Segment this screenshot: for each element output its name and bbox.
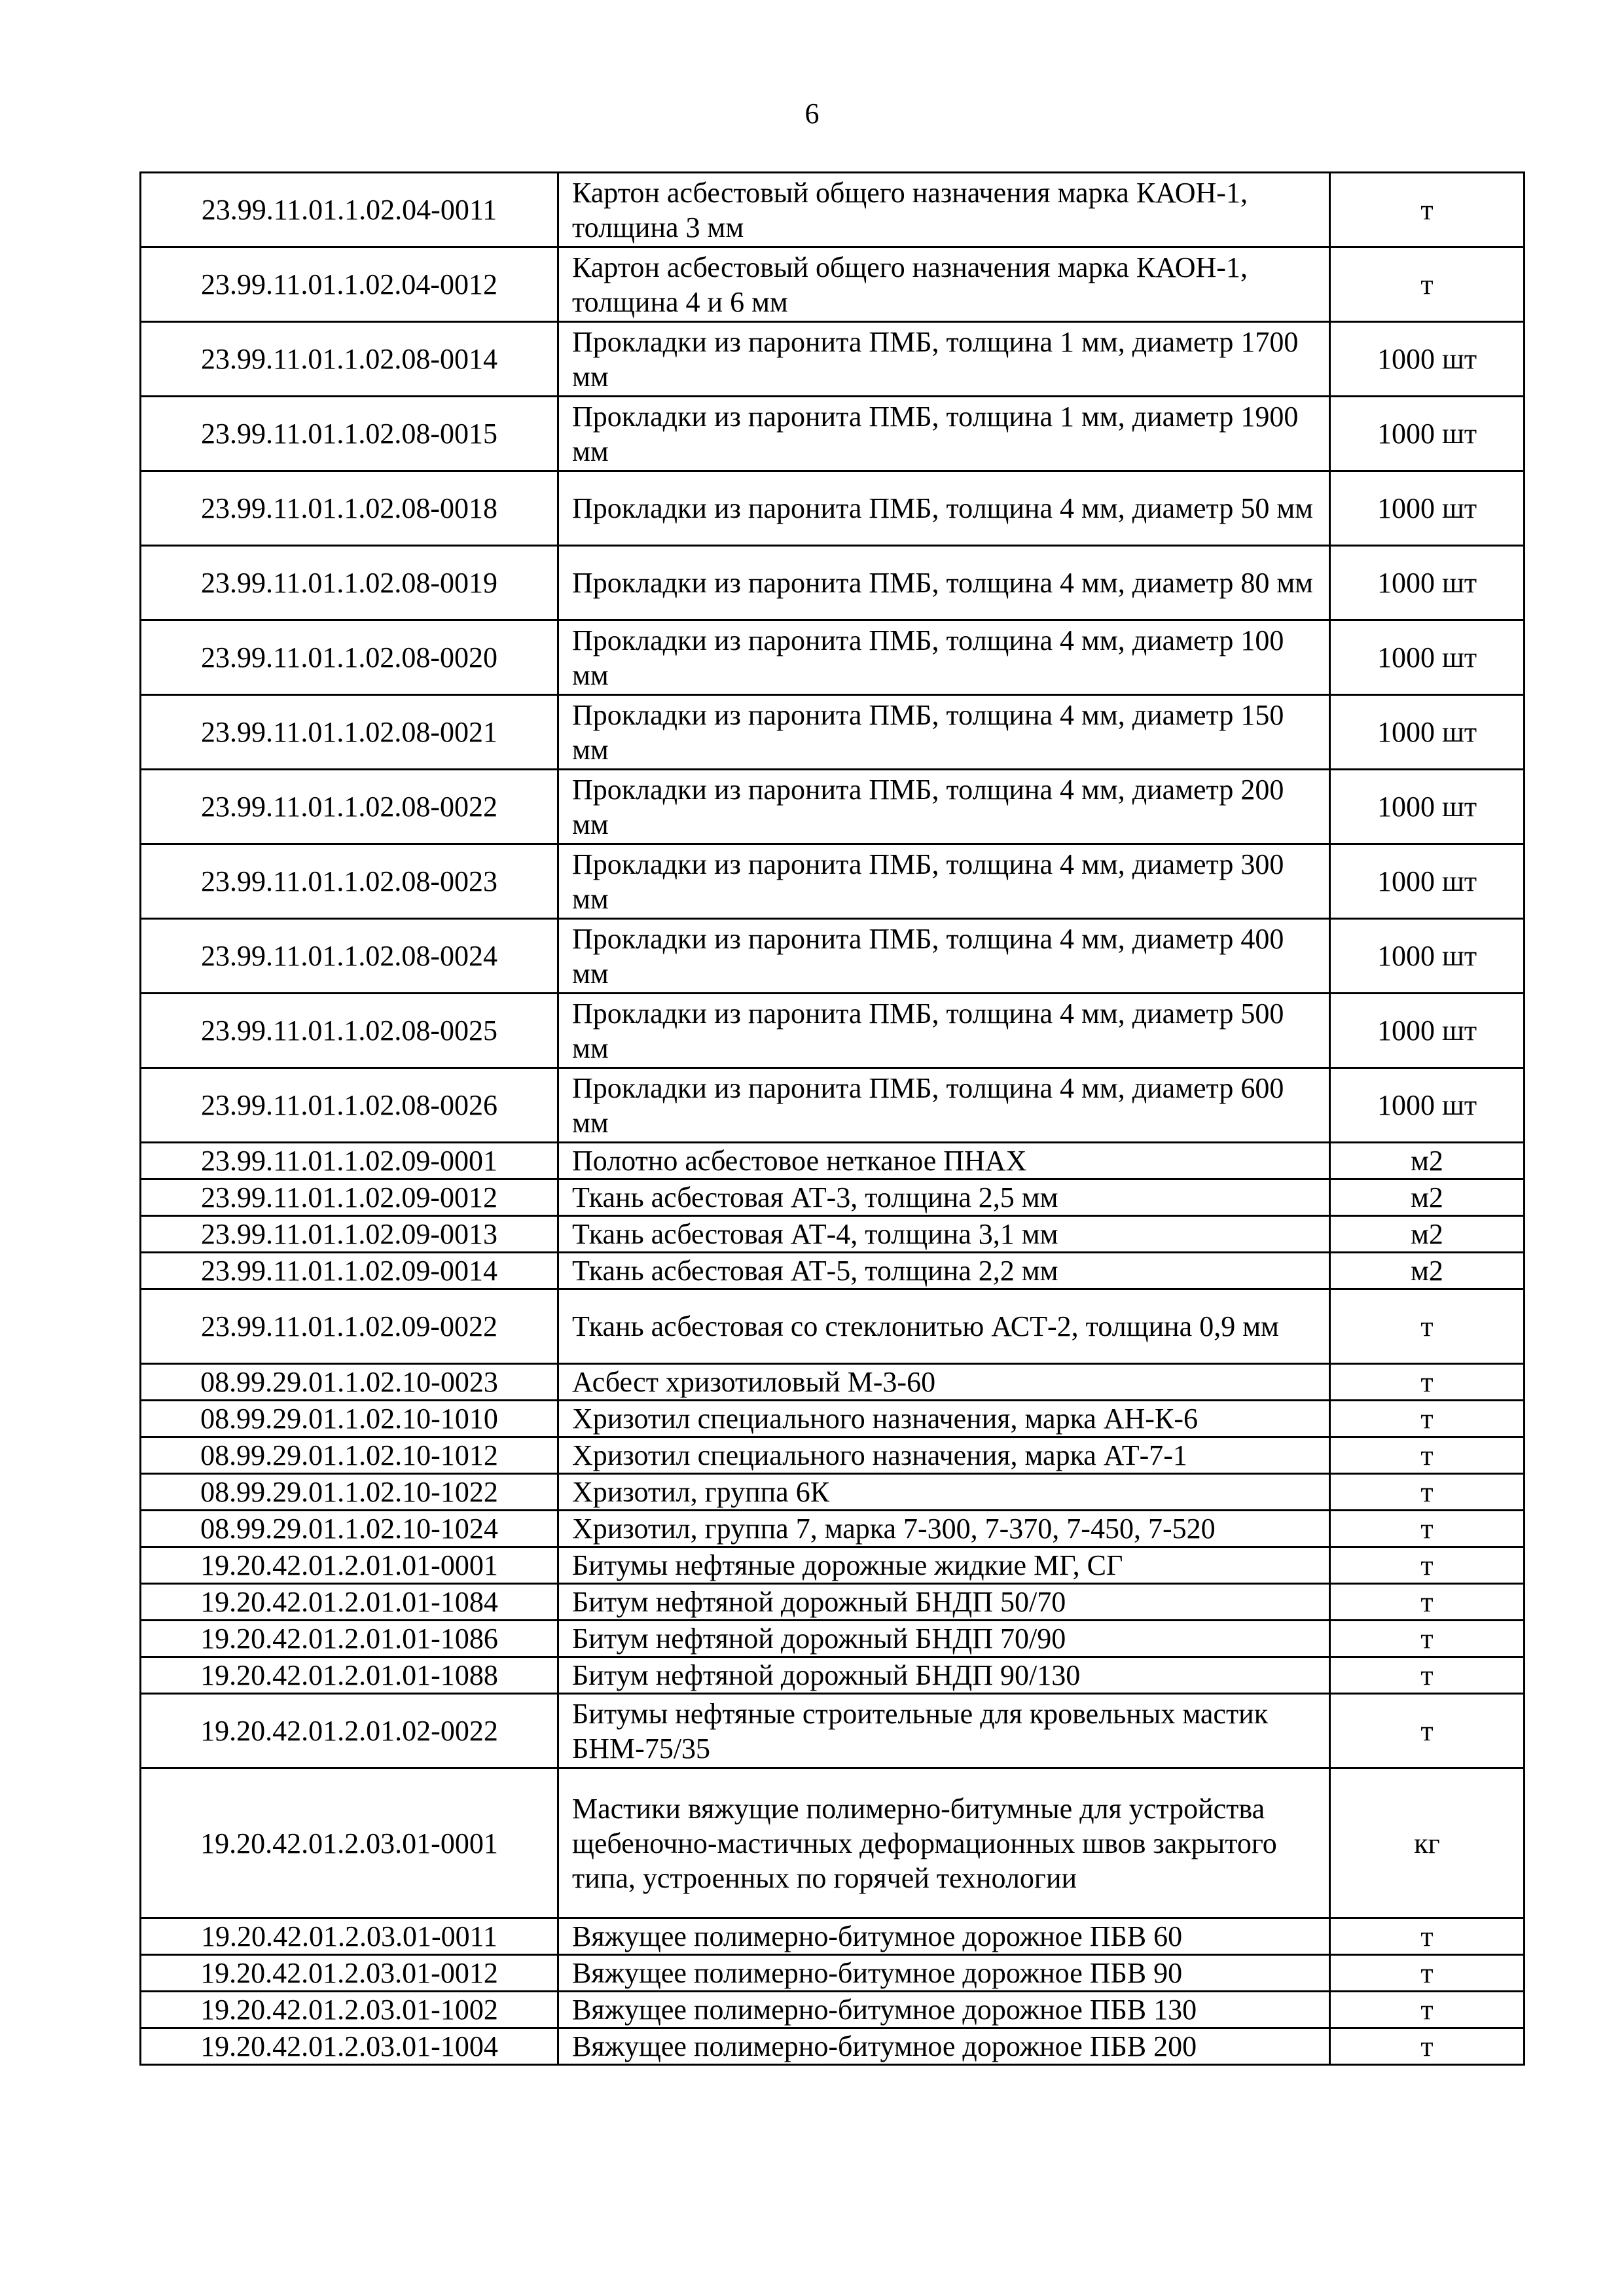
table-row bbox=[141, 1918, 1525, 1955]
material-name-cell: Прокладки из паронита ПМБ, толщина 4 мм, диаметр 400 мм bbox=[558, 919, 1330, 994]
material-code-cell: 19.20.42.01.2.01.02-0022 bbox=[141, 1694, 558, 1768]
table-row bbox=[141, 695, 1525, 770]
table-row bbox=[141, 2028, 1525, 2065]
material-code-cell: 19.20.42.01.2.03.01-0001 bbox=[141, 1768, 558, 1918]
material-name-cell: Полотно асбестовое нетканое ПНАХ bbox=[558, 1143, 1330, 1179]
table-row bbox=[141, 1474, 1525, 1511]
unit-cell: т bbox=[1330, 1474, 1525, 1511]
table-row bbox=[141, 173, 1525, 247]
table-row bbox=[141, 247, 1525, 322]
table-row bbox=[141, 1621, 1525, 1657]
material-code-cell: 08.99.29.01.1.02.10-1022 bbox=[141, 1474, 558, 1511]
material-code-cell: 19.20.42.01.2.01.01-1088 bbox=[141, 1657, 558, 1694]
material-name-cell: Мастики вяжущие полимерно-битумные для устройства щебеночно-мастичных деформационных швов закрытого типа, устроенных по горячей технологии bbox=[558, 1768, 1330, 1918]
material-name-cell: Прокладки из паронита ПМБ, толщина 1 мм, диаметр 1900 мм bbox=[558, 397, 1330, 471]
table-row bbox=[141, 1143, 1525, 1179]
material-code-cell: 19.20.42.01.2.03.01-1002 bbox=[141, 1992, 558, 2028]
material-code-cell: 23.99.11.01.1.02.08-0015 bbox=[141, 397, 558, 471]
table-row bbox=[141, 1768, 1525, 1918]
unit-cell: 1000 шт bbox=[1330, 844, 1525, 919]
material-name-cell: Вяжущее полимерно-битумное дорожное ПБВ 90 bbox=[558, 1955, 1330, 1992]
table-row bbox=[141, 1253, 1525, 1289]
material-code-cell: 23.99.11.01.1.02.08-0024 bbox=[141, 919, 558, 994]
unit-cell: т bbox=[1330, 1621, 1525, 1657]
table-row bbox=[141, 1216, 1525, 1253]
table-row bbox=[141, 1992, 1525, 2028]
material-code-cell: 23.99.11.01.1.02.08-0020 bbox=[141, 620, 558, 695]
table-row bbox=[141, 1657, 1525, 1694]
page-number: 6 bbox=[804, 98, 820, 130]
unit-cell: м2 bbox=[1330, 1216, 1525, 1253]
material-name-cell: Хризотил, группа 7, марка 7-300, 7-370, 7-450, 7-520 bbox=[558, 1511, 1330, 1547]
unit-cell: 1000 шт bbox=[1330, 770, 1525, 844]
table-row bbox=[141, 1511, 1525, 1547]
material-code-cell: 23.99.11.01.1.02.09-0012 bbox=[141, 1179, 558, 1216]
material-name-cell: Прокладки из паронита ПМБ, толщина 4 мм, диаметр 80 мм bbox=[558, 546, 1330, 620]
material-name-cell: Ткань асбестовая АТ-4, толщина 3,1 мм bbox=[558, 1216, 1330, 1253]
material-name-cell: Картон асбестовый общего назначения марка КАОН-1, толщина 3 мм bbox=[558, 173, 1330, 247]
material-name-cell: Хризотил специального назначения, марка АТ-7-1 bbox=[558, 1437, 1330, 1474]
material-name-cell: Битум нефтяной дорожный БНДП 90/130 bbox=[558, 1657, 1330, 1694]
material-name-cell: Битумы нефтяные строительные для кровельных мастик БНМ-75/35 bbox=[558, 1694, 1330, 1768]
table-row bbox=[141, 770, 1525, 844]
unit-cell: 1000 шт bbox=[1330, 1068, 1525, 1143]
table-row bbox=[141, 1584, 1525, 1621]
material-code-cell: 23.99.11.01.1.02.08-0021 bbox=[141, 695, 558, 770]
unit-cell: м2 bbox=[1330, 1253, 1525, 1289]
material-name-cell: Прокладки из паронита ПМБ, толщина 4 мм, диаметр 600 мм bbox=[558, 1068, 1330, 1143]
material-code-cell: 23.99.11.01.1.02.08-0014 bbox=[141, 322, 558, 397]
table-row bbox=[141, 1289, 1525, 1364]
table-row bbox=[141, 919, 1525, 994]
table-row bbox=[141, 471, 1525, 546]
material-name-cell: Асбест хризотиловый М-3-60 bbox=[558, 1364, 1330, 1401]
table-row bbox=[141, 1068, 1525, 1143]
table-row bbox=[141, 397, 1525, 471]
unit-cell: т bbox=[1330, 1547, 1525, 1584]
material-name-cell: Ткань асбестовая АТ-3, толщина 2,5 мм bbox=[558, 1179, 1330, 1216]
unit-cell: 1000 шт bbox=[1330, 471, 1525, 546]
material-code-cell: 08.99.29.01.1.02.10-0023 bbox=[141, 1364, 558, 1401]
table-row bbox=[141, 1437, 1525, 1474]
unit-cell: м2 bbox=[1330, 1143, 1525, 1179]
unit-cell: т bbox=[1330, 173, 1525, 247]
unit-cell: т bbox=[1330, 1364, 1525, 1401]
unit-cell: м2 bbox=[1330, 1179, 1525, 1216]
material-name-cell: Прокладки из паронита ПМБ, толщина 4 мм, диаметр 300 мм bbox=[558, 844, 1330, 919]
unit-cell: кг bbox=[1330, 1768, 1525, 1918]
table-row bbox=[141, 1179, 1525, 1216]
materials-table-body bbox=[141, 173, 1525, 2065]
unit-cell: 1000 шт bbox=[1330, 620, 1525, 695]
material-name-cell: Прокладки из паронита ПМБ, толщина 4 мм, диаметр 500 мм bbox=[558, 994, 1330, 1068]
material-name-cell: Вяжущее полимерно-битумное дорожное ПБВ 130 bbox=[558, 1992, 1330, 2028]
unit-cell: 1000 шт bbox=[1330, 397, 1525, 471]
material-code-cell: 23.99.11.01.1.02.08-0019 bbox=[141, 546, 558, 620]
unit-cell: т bbox=[1330, 1918, 1525, 1955]
material-code-cell: 08.99.29.01.1.02.10-1024 bbox=[141, 1511, 558, 1547]
material-code-cell: 08.99.29.01.1.02.10-1012 bbox=[141, 1437, 558, 1474]
material-code-cell: 23.99.11.01.1.02.09-0013 bbox=[141, 1216, 558, 1253]
table-row bbox=[141, 546, 1525, 620]
material-code-cell: 19.20.42.01.2.01.01-1084 bbox=[141, 1584, 558, 1621]
table-row bbox=[141, 1547, 1525, 1584]
unit-cell: т bbox=[1330, 1437, 1525, 1474]
unit-cell: 1000 шт bbox=[1330, 919, 1525, 994]
unit-cell: 1000 шт bbox=[1330, 322, 1525, 397]
material-code-cell: 23.99.11.01.1.02.08-0018 bbox=[141, 471, 558, 546]
material-code-cell: 23.99.11.01.1.02.04-0011 bbox=[141, 173, 558, 247]
material-name-cell: Прокладки из паронита ПМБ, толщина 1 мм, диаметр 1700 мм bbox=[558, 322, 1330, 397]
material-code-cell: 23.99.11.01.1.02.09-0022 bbox=[141, 1289, 558, 1364]
table-row bbox=[141, 620, 1525, 695]
material-code-cell: 23.99.11.01.1.02.09-0001 bbox=[141, 1143, 558, 1179]
material-name-cell: Битум нефтяной дорожный БНДП 70/90 bbox=[558, 1621, 1330, 1657]
material-code-cell: 23.99.11.01.1.02.09-0014 bbox=[141, 1253, 558, 1289]
material-name-cell: Прокладки из паронита ПМБ, толщина 4 мм, диаметр 100 мм bbox=[558, 620, 1330, 695]
materials-table bbox=[139, 171, 1525, 2066]
table-row bbox=[141, 1364, 1525, 1401]
table-row bbox=[141, 1955, 1525, 1992]
material-name-cell: Ткань асбестовая со стеклонитью АСТ-2, толщина 0,9 мм bbox=[558, 1289, 1330, 1364]
unit-cell: т bbox=[1330, 1511, 1525, 1547]
material-code-cell: 19.20.42.01.2.01.01-0001 bbox=[141, 1547, 558, 1584]
material-name-cell: Ткань асбестовая АТ-5, толщина 2,2 мм bbox=[558, 1253, 1330, 1289]
material-code-cell: 19.20.42.01.2.01.01-1086 bbox=[141, 1621, 558, 1657]
unit-cell: т bbox=[1330, 1584, 1525, 1621]
material-name-cell: Картон асбестовый общего назначения марка КАОН-1, толщина 4 и 6 мм bbox=[558, 247, 1330, 322]
material-code-cell: 23.99.11.01.1.02.08-0023 bbox=[141, 844, 558, 919]
material-name-cell: Прокладки из паронита ПМБ, толщина 4 мм, диаметр 50 мм bbox=[558, 471, 1330, 546]
material-code-cell: 23.99.11.01.1.02.08-0022 bbox=[141, 770, 558, 844]
material-code-cell: 19.20.42.01.2.03.01-1004 bbox=[141, 2028, 558, 2065]
table-row bbox=[141, 994, 1525, 1068]
unit-cell: 1000 шт bbox=[1330, 546, 1525, 620]
material-name-cell: Битумы нефтяные дорожные жидкие МГ, СГ bbox=[558, 1547, 1330, 1584]
unit-cell: т bbox=[1330, 2028, 1525, 2065]
unit-cell: т bbox=[1330, 1289, 1525, 1364]
unit-cell: т bbox=[1330, 1694, 1525, 1768]
material-name-cell: Вяжущее полимерно-битумное дорожное ПБВ 200 bbox=[558, 2028, 1330, 2065]
material-name-cell: Битум нефтяной дорожный БНДП 50/70 bbox=[558, 1584, 1330, 1621]
unit-cell: т bbox=[1330, 1992, 1525, 2028]
table-row bbox=[141, 1694, 1525, 1768]
unit-cell: т bbox=[1330, 1657, 1525, 1694]
material-name-cell: Хризотил специального назначения, марка АН-К-6 bbox=[558, 1401, 1330, 1437]
material-name-cell: Хризотил, группа 6К bbox=[558, 1474, 1330, 1511]
table-row bbox=[141, 1401, 1525, 1437]
unit-cell: т bbox=[1330, 247, 1525, 322]
material-code-cell: 19.20.42.01.2.03.01-0012 bbox=[141, 1955, 558, 1992]
table-row bbox=[141, 322, 1525, 397]
material-name-cell: Прокладки из паронита ПМБ, толщина 4 мм, диаметр 200 мм bbox=[558, 770, 1330, 844]
material-code-cell: 23.99.11.01.1.02.04-0012 bbox=[141, 247, 558, 322]
unit-cell: 1000 шт bbox=[1330, 695, 1525, 770]
table-row bbox=[141, 844, 1525, 919]
material-code-cell: 23.99.11.01.1.02.08-0026 bbox=[141, 1068, 558, 1143]
material-code-cell: 08.99.29.01.1.02.10-1010 bbox=[141, 1401, 558, 1437]
unit-cell: т bbox=[1330, 1401, 1525, 1437]
material-code-cell: 19.20.42.01.2.03.01-0011 bbox=[141, 1918, 558, 1955]
material-code-cell: 23.99.11.01.1.02.08-0025 bbox=[141, 994, 558, 1068]
unit-cell: т bbox=[1330, 1955, 1525, 1992]
unit-cell: 1000 шт bbox=[1330, 994, 1525, 1068]
material-name-cell: Прокладки из паронита ПМБ, толщина 4 мм, диаметр 150 мм bbox=[558, 695, 1330, 770]
material-name-cell: Вяжущее полимерно-битумное дорожное ПБВ 60 bbox=[558, 1918, 1330, 1955]
